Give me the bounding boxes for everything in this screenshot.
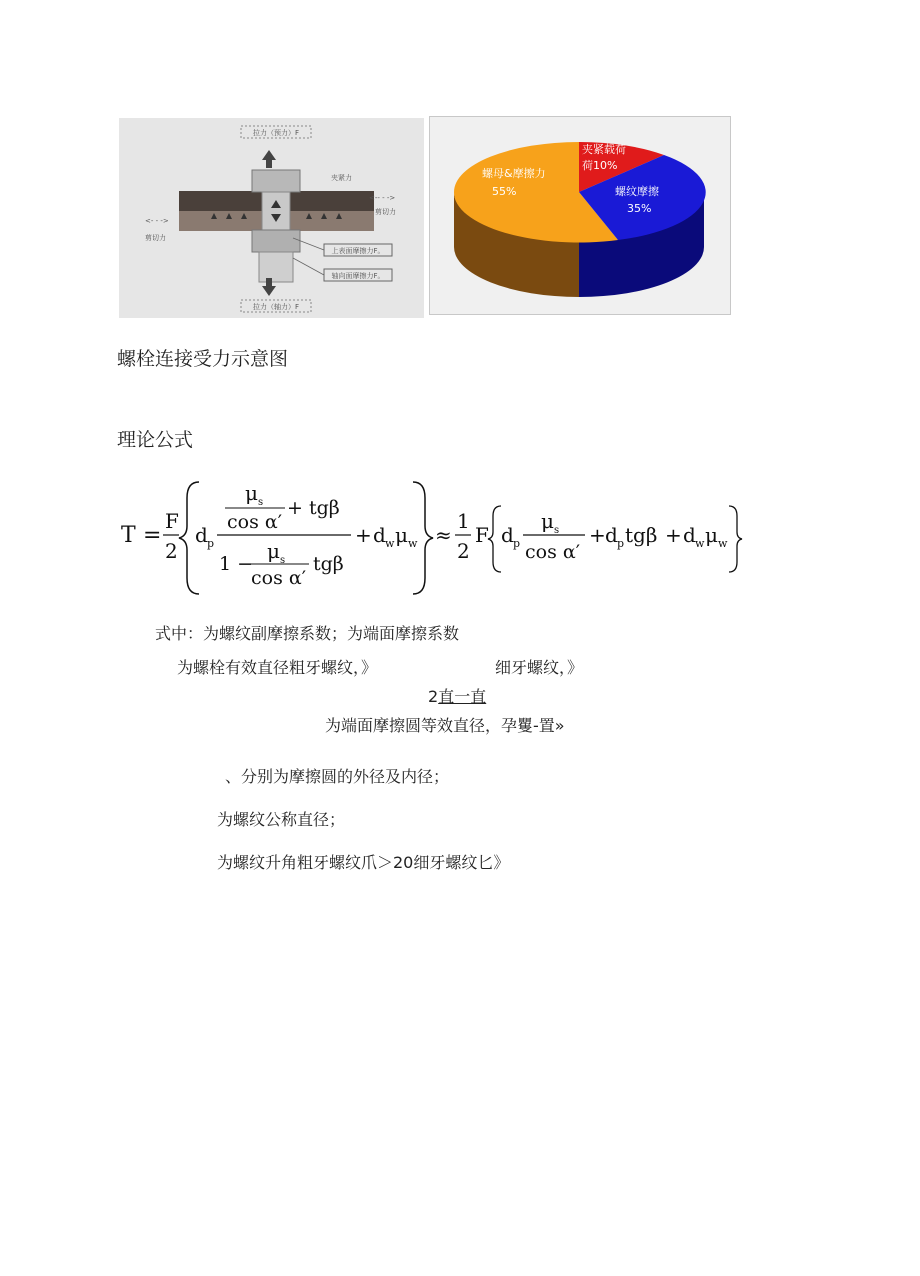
svg-text:d: d <box>195 523 208 547</box>
bolt-force-figure <box>119 118 424 318</box>
figure-caption: 螺栓连接受力示意图 <box>117 348 289 370</box>
explanation-line-7: 为螺纹升角粗牙螺纹爪＞20细牙螺纹匕》 <box>217 853 510 872</box>
svg-text:μ: μ <box>541 509 554 533</box>
svg-text:p: p <box>513 537 521 550</box>
svg-text:s: s <box>554 525 560 536</box>
svg-text:p: p <box>207 537 215 550</box>
svg-text:1 −: 1 − <box>219 553 254 575</box>
svg-text:s: s <box>258 497 264 508</box>
svg-text:+: + <box>665 523 682 547</box>
svg-text:μ: μ <box>267 539 280 563</box>
explanation-line-6: 为螺纹公称直径； <box>217 810 346 829</box>
clamp-force-label: 夹紧力 <box>331 174 352 182</box>
pie-percent-thread: 35% <box>627 202 652 215</box>
explanation-line-3 <box>428 684 486 707</box>
svg-text:2: 2 <box>457 539 470 563</box>
svg-text:1: 1 <box>457 509 470 533</box>
svg-text:p: p <box>617 537 625 550</box>
explanation-line-2a: 为螺栓有效直径粗牙螺纹，》 <box>177 658 378 677</box>
svg-text:2: 2 <box>165 539 178 563</box>
top-force-label: 拉力（预力）F <box>252 129 300 137</box>
svg-text:tgβ: tgβ <box>313 553 344 575</box>
surface-friction-label: 上表面摩擦力F。 <box>331 247 385 255</box>
svg-text:μ: μ <box>705 523 718 547</box>
pie-label-nut: 螺母&摩擦力 <box>482 167 546 180</box>
svg-text:μ: μ <box>245 481 258 505</box>
explanation-line-2b: 细牙螺纹，》 <box>495 658 584 677</box>
pie-label-clamp-2: 荷10% <box>582 159 618 172</box>
svg-text:<- - ->: <- - -> <box>145 217 169 225</box>
svg-text:w: w <box>385 537 395 550</box>
pie-label-thread: 螺纹摩擦 <box>615 185 659 198</box>
section-heading: 理论公式 <box>117 429 194 451</box>
explanation-line-1: 式中：为螺纹副摩擦系数；为端面摩擦系数 <box>155 624 460 643</box>
shear-right-label: 剪切力 <box>375 208 396 216</box>
line-3-underlined: 直一直 <box>438 687 487 706</box>
thread-friction-label: 轴向面摩擦力F。 <box>331 272 385 280</box>
svg-text:F: F <box>475 523 489 547</box>
shear-left-label: 剪切力 <box>145 234 166 242</box>
svg-text:cos α′: cos α′ <box>251 567 307 589</box>
bolt-force-diagram <box>119 118 424 318</box>
svg-text:+ tgβ: + tgβ <box>287 497 340 519</box>
svg-text:w: w <box>695 537 705 550</box>
bottom-force-label: 拉力（轴力）F <box>252 303 300 311</box>
svg-text:w: w <box>408 537 418 550</box>
svg-text:+: + <box>589 523 606 547</box>
pie-percent-nut: 55% <box>492 185 517 198</box>
svg-text:tgβ: tgβ <box>625 523 658 547</box>
torque-formula <box>117 478 752 598</box>
svg-text:<-- - ->: <-- - -> <box>369 194 396 202</box>
torque-distribution-pie <box>429 116 731 315</box>
svg-text:w: w <box>718 537 728 550</box>
svg-text:d: d <box>501 523 514 547</box>
svg-text:≈: ≈ <box>435 523 452 547</box>
svg-text:d: d <box>683 523 696 547</box>
svg-text:cos α′: cos α′ <box>525 541 581 563</box>
pie-chart <box>430 117 730 314</box>
formula-svg <box>117 478 752 598</box>
svg-text:=: = <box>143 523 162 548</box>
line-3-number: 2 <box>428 687 439 706</box>
formula-T: T <box>121 523 136 548</box>
svg-text:cos α′: cos α′ <box>227 511 283 533</box>
svg-text:F: F <box>165 509 179 533</box>
svg-text:s: s <box>280 555 286 566</box>
svg-text:μ: μ <box>395 523 408 547</box>
explanation-line-4: 为端面摩擦圆等效直径，孕矍-置» <box>325 716 565 735</box>
svg-text:d: d <box>373 523 386 547</box>
explanation-line-5: 、分别为摩擦圆的外径及内径； <box>225 767 450 786</box>
svg-text:d: d <box>605 523 618 547</box>
pie-label-clamp: 夹紧载荷 <box>582 143 626 156</box>
svg-text:+: + <box>355 523 372 547</box>
